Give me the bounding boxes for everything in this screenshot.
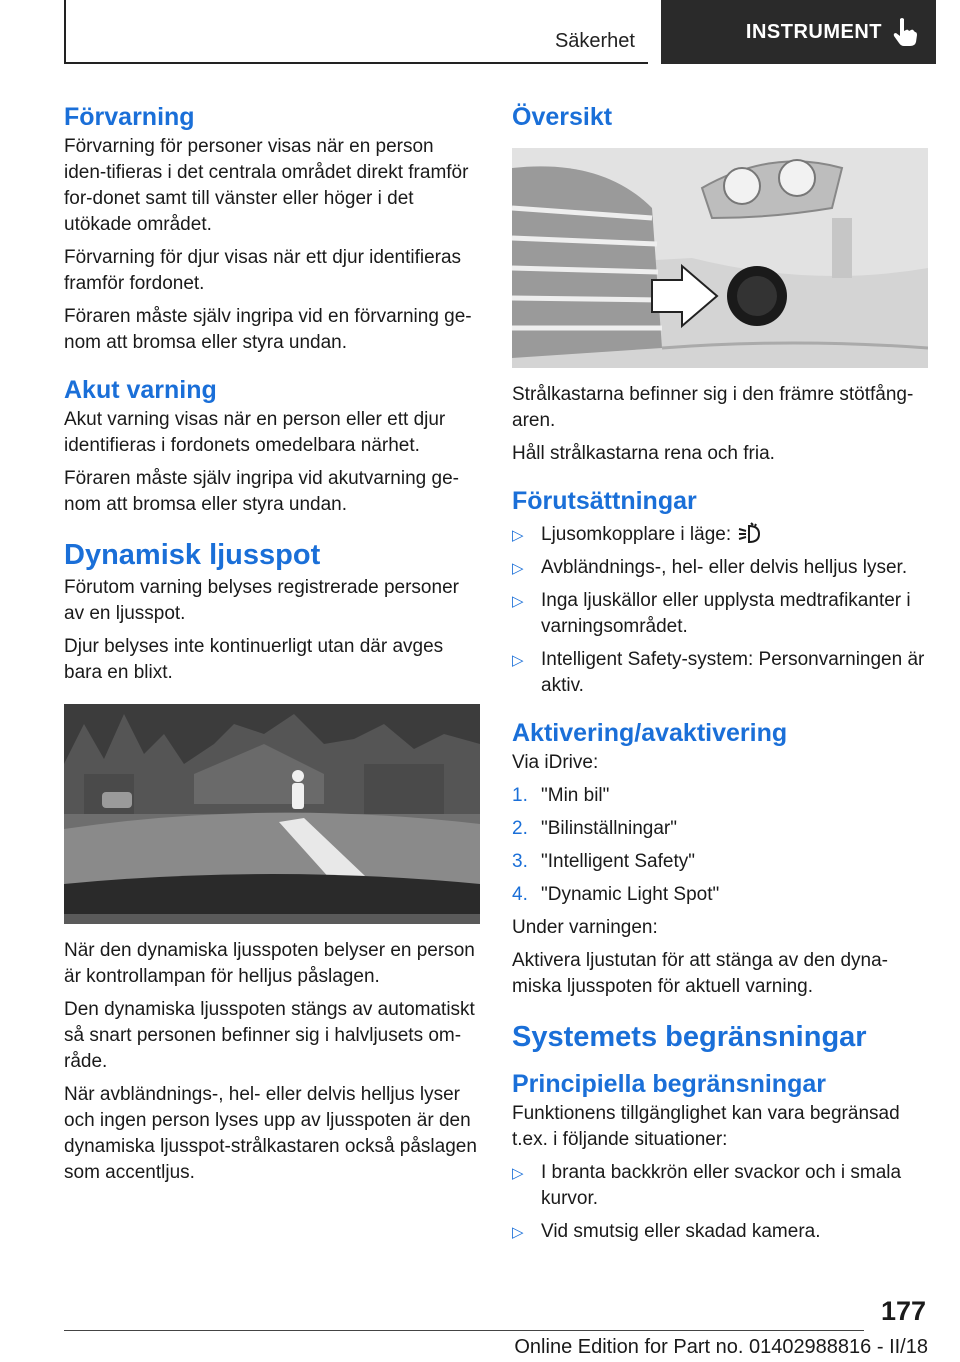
paragraph: När den dynamiska ljusspoten belyser en person är kontrollampan för helljus påslagen. (64, 940, 475, 987)
list-item: ▷ Avbländnings-, hel- eller delvis helljus lyser. (512, 555, 928, 581)
list-item: ▷ Intelligent Safety-system: Personvarningen är aktiv. (512, 649, 925, 696)
paragraph: Föraren måste själv ingripa vid akutvarning ge-nom att bromsa eller styra undan. (64, 468, 459, 515)
footer-divider (64, 1330, 864, 1331)
paragraph: Strålkastarna befinner sig i den främre stötfång-aren. (512, 384, 914, 431)
heading-systemets-begransningar: Systemets begränsningar (512, 1021, 867, 1053)
pointing-hand-icon (892, 17, 918, 47)
page-number: 177 (880, 1296, 926, 1326)
heading-akut-varning: Akut varning (64, 376, 217, 404)
paragraph: Förvarning för personer visas när en person iden-tifieras i det centrala området direkt framför for-donet samt till vänster eller höger i det utökade området. (64, 136, 469, 235)
heading-principiella-begransningar: Principiella begränsningar (512, 1070, 826, 1098)
paragraph: Den dynamiska ljusspoten stängs av automatiskt så snart personen befinner sig i halvljusets om-råde. (64, 999, 475, 1072)
conditions-list (512, 522, 928, 699)
heading-forvarning: Förvarning (64, 103, 195, 131)
paragraph: När avbländnings-, hel- eller delvis helljus lyser och ingen person lyses upp av ljusspoten är den dynamiska ljusspot-strålkastaren också påslagen som accentljus. (64, 1084, 477, 1183)
footer-edition: Online Edition for Part no. 01402988816 - II/18 (514, 1336, 928, 1358)
triangle-bullet-icon: ▷ (512, 560, 524, 577)
paragraph: Aktivera ljustutan för att stänga av den dyna-miska ljusspoten för aktuell varning. (512, 950, 888, 997)
paragraph: Funktionens tillgänglighet kan vara begränsad t.ex. i följande situationer: (512, 1103, 900, 1150)
paragraph: Akut varning visas när en person eller ett djur identifieras i fordonets omedelbara närhet. (64, 409, 446, 456)
list-item: ▷ Inga ljuskällor eller upplysta medtrafikanter i varningsområdet. (512, 590, 911, 637)
list-item: 1. "Min bil" (512, 785, 610, 806)
paragraph: Under varningen: (512, 917, 658, 938)
left-column (64, 100, 480, 1193)
paragraph: Håll strålkastarna rena och fria. (512, 443, 775, 464)
heading-aktivering: Aktivering/avaktivering (512, 719, 788, 747)
auto-light-icon (737, 522, 763, 544)
list-item: 2. "Bilinställningar" (512, 818, 677, 839)
triangle-bullet-icon: ▷ (512, 593, 524, 610)
right-column (512, 100, 928, 1252)
triangle-bullet-icon: ▷ (512, 1165, 524, 1182)
paragraph: Djur belyses inte kontinuerligt utan där avges bara en blixt. (64, 636, 444, 683)
triangle-bullet-icon: ▷ (512, 652, 524, 669)
header-border-left (64, 0, 66, 64)
heading-forutsattningar: Förutsättningar (512, 487, 697, 515)
paragraph: Förvarning för djur visas när ett djur identifieras framför fordonet. (64, 247, 462, 294)
heading-dynamisk-ljusspot: Dynamisk ljusspot (64, 539, 321, 571)
paragraph: Föraren måste själv ingripa vid en förvarning ge-nom att bromsa eller styra undan. (64, 306, 472, 353)
list-item: 4. "Dynamic Light Spot" (512, 884, 720, 905)
paragraph: Förutom varning belyses registrerade personer av en ljusspot. (64, 577, 459, 624)
header-chapter-tab[interactable] (661, 0, 936, 64)
list-item: 3. "Intelligent Safety" (512, 851, 695, 872)
headlight-bumper-illustration (512, 148, 928, 368)
list-item: ▷ Ljusomkopplare i läge: (512, 522, 928, 548)
triangle-bullet-icon: ▷ (512, 527, 524, 544)
activation-steps (512, 783, 928, 908)
limitations-list (512, 1160, 928, 1245)
night-road-illustration (64, 704, 480, 924)
paragraph: Via iDrive: (512, 752, 599, 773)
triangle-bullet-icon: ▷ (512, 1224, 524, 1241)
list-item: ▷ Vid smutsig eller skadad kamera. (512, 1219, 928, 1245)
header-border-bottom (64, 62, 648, 64)
header-section: Säkerhet (554, 30, 635, 52)
header-chapter-label: INSTRUMENT (745, 20, 882, 43)
heading-oversikt: Översikt (512, 103, 613, 131)
list-item: ▷ I branta backkrön eller svackor och i smala kurvor. (512, 1162, 902, 1209)
